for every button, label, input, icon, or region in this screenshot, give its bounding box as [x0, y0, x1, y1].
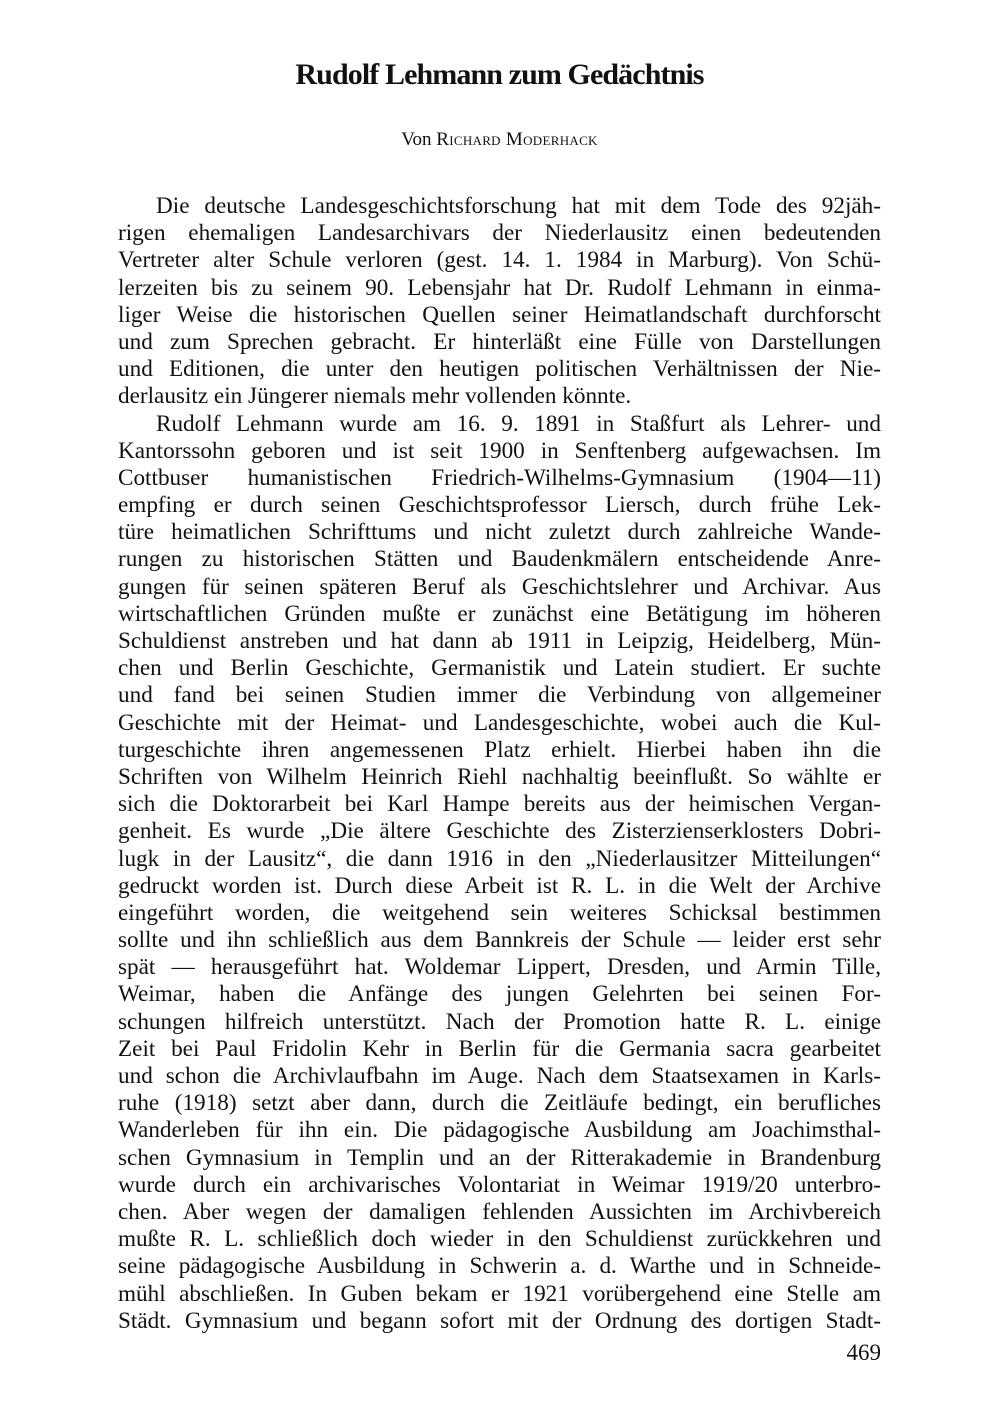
- text-line: seine pädagogische Ausbildung in Schwerin a. d. Warthe und in Schneide-: [118, 1253, 881, 1280]
- text-line: sollte und ihn schließlich aus dem Bannkreis der Schule — leider erst sehr: [118, 927, 881, 954]
- text-line: Vertreter alter Schule verloren (gest. 14. 1. 1984 in Marburg). Von Schü-: [118, 247, 881, 274]
- text-line: Rudolf Lehmann wurde am 16. 9. 1891 in Staßfurt als Lehrer- und: [156, 410, 881, 437]
- text-line: schen Gymnasium in Templin und an der Ritterakademie in Brandenburg: [118, 1144, 881, 1171]
- text-line: mühl abschließen. In Guben bekam er 1921 vorübergehend eine Stelle am: [118, 1280, 881, 1307]
- text-line: Geschichte mit der Heimat- und Landesgeschichte, wobei auch die Kul-: [118, 709, 881, 736]
- text-line: ruhe (1918) setzt aber dann, durch die Zeitläufe bedingt, ein berufliches: [118, 1090, 881, 1117]
- text-line: schungen hilfreich unterstützt. Nach der Promotion hatte R. L. einige: [118, 1008, 881, 1035]
- text-line: Kantorssohn geboren und ist seit 1900 in Senftenberg aufgewachsen. Im: [118, 437, 881, 464]
- text-line: turgeschichte ihren angemessenen Platz erhielt. Hierbei haben ihn die: [118, 736, 881, 763]
- text-line: rigen ehemaligen Landesarchivars der Niederlausitz einen bedeutenden: [118, 220, 881, 247]
- text-line: Städt. Gymnasium und begann sofort mit der Ordnung des dortigen Stadt-: [118, 1307, 881, 1334]
- article-body: [118, 193, 881, 1335]
- text-line: Wanderleben für ihn ein. Die pädagogische Ausbildung am Joachimsthal-: [118, 1117, 881, 1144]
- author-name: Richard Moderhack: [436, 129, 598, 150]
- text-line: mußte R. L. schließlich doch wieder in den Schuldienst zurückkehren und: [118, 1226, 881, 1253]
- text-line: empfing er durch seinen Geschichtsprofessor Liersch, durch frühe Lek-: [118, 492, 881, 519]
- text-line: und fand bei seinen Studien immer die Verbindung von allgemeiner: [118, 682, 881, 709]
- text-line: und schon die Archivlaufbahn im Auge. Nach dem Staatsexamen in Karls-: [118, 1063, 881, 1089]
- text-line: derlausitz ein Jüngerer niemals mehr vollenden könnte.: [118, 383, 632, 410]
- text-line: gungen für seinen späteren Beruf als Geschichtslehrer und Archivar. Aus: [118, 573, 881, 600]
- text-line: liger Weise die historischen Quellen seiner Heimatlandschaft durchforscht: [118, 301, 881, 328]
- text-line: türe heimatlichen Schrifttums und nicht zuletzt durch zahlreiche Wande-: [118, 519, 881, 546]
- article-author: [118, 129, 881, 151]
- text-line: wurde durch ein archivarisches Volontariat in Weimar 1919/20 unterbro-: [118, 1171, 881, 1198]
- document-page: [118, 0, 881, 1419]
- text-line: Die deutsche Landesgeschichtsforschung hat mit dem Tode des 92jäh-: [156, 193, 881, 219]
- text-line: Schuldienst anstreben und hat dann ab 1911 in Leipzig, Heidelberg, Mün-: [118, 628, 881, 654]
- text-line: und Editionen, die unter den heutigen politischen Verhältnissen der Nie-: [118, 356, 881, 383]
- text-line: Cottbuser humanistischen Friedrich-Wilhelms-Gymnasium (1904—11): [118, 464, 881, 491]
- text-line: lerzeiten bis zu seinem 90. Lebensjahr hat Dr. Rudolf Lehmann in einma-: [118, 274, 881, 301]
- text-line: rungen zu historischen Stätten und Baudenkmälern entscheidende Anre-: [118, 546, 881, 573]
- author-prefix: Von: [401, 129, 432, 150]
- text-line: Weimar, haben die Anfänge des jungen Gelehrten bei seinen For-: [118, 981, 881, 1008]
- text-line: lugk in der Lausitz“, die dann 1916 in den „Niederlausitzer Mitteilungen“: [118, 845, 881, 872]
- text-line: genheit. Es wurde „Die ältere Geschichte des Zisterzienserklosters Dobri-: [118, 818, 881, 845]
- text-line: wirtschaftlichen Gründen mußte er zunächst eine Betätigung im höheren: [118, 600, 881, 627]
- text-line: chen. Aber wegen der damaligen fehlenden Aussichten im Archivbereich: [118, 1198, 881, 1225]
- article-title: Rudolf Lehmann zum Gedächtnis: [295, 58, 704, 91]
- text-line: chen und Berlin Geschichte, Germanistik und Latein studiert. Er suchte: [118, 655, 881, 682]
- text-line: gedruckt worden ist. Durch diese Arbeit ist R. L. in die Welt der Archive: [118, 872, 881, 899]
- text-line: sich die Doktorarbeit bei Karl Hampe bereits aus der heimischen Vergan-: [118, 791, 881, 818]
- text-line: Schriften von Wilhelm Heinrich Riehl nachhaltig beeinflußt. So wählte er: [118, 763, 881, 790]
- text-line: eingeführt worden, die weitgehend sein weiteres Schicksal bestimmen: [118, 899, 881, 926]
- text-line: Zeit bei Paul Fridolin Kehr in Berlin für die Germania sacra gearbeitet: [118, 1035, 881, 1062]
- text-line: spät — herausgeführt hat. Woldemar Lippert, Dresden, und Armin Tille,: [118, 954, 881, 981]
- page-number: 469: [846, 1340, 881, 1365]
- text-line: und zum Sprechen gebracht. Er hinterläßt eine Fülle von Darstellungen: [118, 328, 881, 355]
